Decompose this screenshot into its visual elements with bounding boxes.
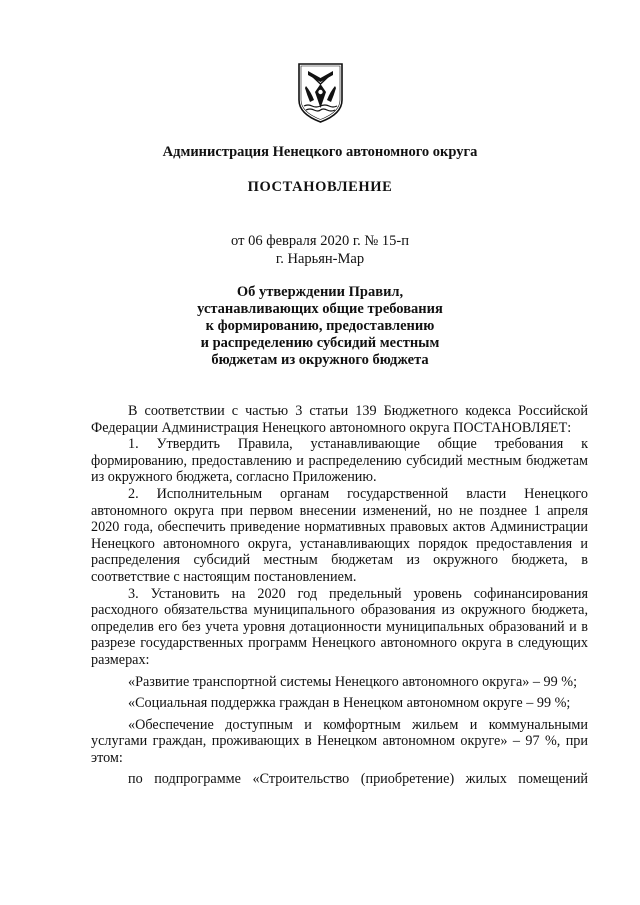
program-2-paragraph: «Социальная поддержка граждан в Ненецком автономном округе – 99 %;: [128, 695, 571, 712]
program-3-paragraph: «Обеспечение доступным и комфортным жильем и коммунальными услугами граждан, проживающих в Ненецком автономном округе» – 97 %, при этом:: [91, 716, 588, 766]
document-date-number: от 06 февраля 2020 г. № 15-п: [231, 233, 409, 249]
organization-name: Администрация Ненецкого автономного округа: [162, 144, 478, 160]
title-line: Об утверждении Правил,: [236, 284, 404, 300]
title-line: к формированию, предоставлению: [205, 318, 435, 334]
subprogram-paragraph: по подпрограмме «Строительство (приобретение) жилых помещений: [128, 771, 588, 788]
document-body: [91, 403, 588, 788]
program-1-paragraph: «Развитие транспортной системы Ненецкого автономного округа» – 99 %;: [128, 673, 578, 690]
item-2-paragraph: 2. Исполнительным органам государственной власти Ненецкого автономного округа при первом внесении изменений, но не позднее 1 апреля 2020 года, обеспечить приведение нормативных правовых актов Администрации Ненецкого автономного округа, устанавливающих порядок предоставления и распределения субсидий местным бюджетам из окружного бюджета, в соответствие с настоящим постановлением.: [91, 485, 588, 585]
title-line: устанавливающих общие требования: [197, 301, 443, 317]
document-title: [0, 284, 640, 369]
title-line: и распределению субсидий местным: [200, 335, 440, 351]
item-1-paragraph: 1. Утвердить Правила, устанавливающие общие требования к формированию, предоставлению и распределению субсидий местным бюджетам из окружного бюджета, согласно Приложению.: [91, 436, 588, 486]
document-type: ПОСТАНОВЛЕНИЕ: [247, 179, 393, 195]
document-city: г. Нарьян-Мар: [275, 251, 365, 267]
item-3-paragraph: 3. Установить на 2020 год предельный уровень софинансирования расходного обязательства муниципального образования из окружного бюджета, определив его без учета уровня дотационности муниципальных образований и в разрезе государственных программ Ненецкого автономного округа в следующих размерах:: [91, 585, 588, 668]
title-line: бюджетам из окружного бюджета: [211, 352, 429, 368]
preamble-paragraph: В соответствии с частью 3 статьи 139 Бюджетного кодекса Российской Федерации Администрация Ненецкого автономного округа ПОСТАНОВЛЯЕТ:: [91, 403, 588, 436]
coat-of-arms-icon: [296, 62, 345, 124]
